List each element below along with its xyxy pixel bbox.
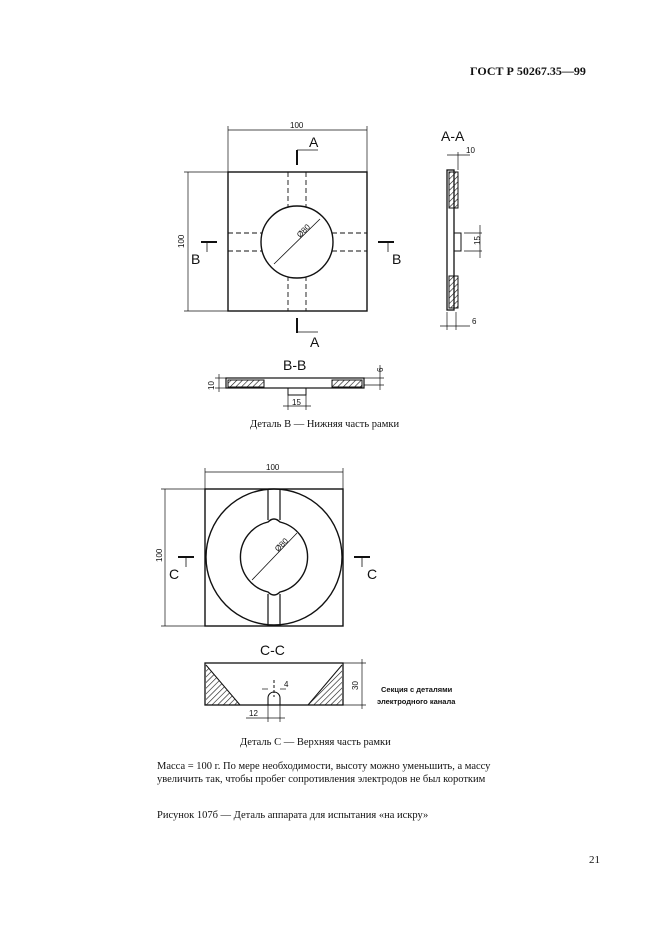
cc-dim-bottom: 12 bbox=[249, 709, 258, 718]
aa-dim-mid: 15 bbox=[473, 236, 482, 245]
view-cc-title: C-C bbox=[260, 642, 285, 658]
b-section-a-bottom: A bbox=[310, 334, 320, 350]
figure-caption: Рисунок 107б — Деталь аппарата для испытания «на искру» bbox=[157, 810, 429, 821]
bb-dim-left: 10 bbox=[207, 381, 216, 390]
c-section-left: C bbox=[169, 566, 180, 582]
page-number: 21 bbox=[589, 854, 600, 866]
cc-note-line1: Секция с деталями bbox=[381, 685, 453, 694]
aa-dim-top: 10 bbox=[466, 146, 475, 155]
view-cc bbox=[205, 659, 366, 722]
body-text: Масса = 100 г. По мере необходимости, высоту можно уменьшить, а массу увеличить так, чтобы пробег сопротивления электродов не был коротким bbox=[157, 761, 491, 785]
b-section-b-right: B bbox=[392, 251, 402, 267]
detail-b-plan bbox=[184, 126, 394, 333]
cc-dim-height: 30 bbox=[351, 681, 360, 690]
cc-note-line2: электродного канала bbox=[377, 697, 456, 706]
view-aa-title: A-A bbox=[441, 128, 465, 144]
bb-dim-right: 6 bbox=[376, 367, 385, 372]
detail-c-plan bbox=[161, 468, 370, 626]
c-diameter-label: Ø80 bbox=[273, 536, 291, 554]
b-dim-height: 100 bbox=[177, 234, 186, 248]
b-section-a-top: A bbox=[309, 134, 319, 150]
b-dim-width: 100 bbox=[290, 121, 304, 130]
b-diameter-label: Ø80 bbox=[295, 222, 313, 240]
c-dim-height: 100 bbox=[155, 548, 164, 562]
view-bb-title: B-B bbox=[283, 357, 307, 373]
bb-dim-bottom: 15 bbox=[292, 398, 301, 407]
caption-detail-b: Деталь В — Нижняя часть рамки bbox=[250, 419, 400, 430]
document-header: ГОСТ Р 50267.35—99 bbox=[470, 64, 586, 78]
b-section-b-left: B bbox=[191, 251, 201, 267]
c-dim-width: 100 bbox=[266, 463, 280, 472]
caption-detail-c: Деталь С — Верхняя часть рамки bbox=[240, 737, 391, 748]
c-section-right: C bbox=[367, 566, 378, 582]
cc-dim-small: 4 bbox=[284, 680, 289, 689]
aa-dim-bottom: 6 bbox=[472, 317, 477, 326]
